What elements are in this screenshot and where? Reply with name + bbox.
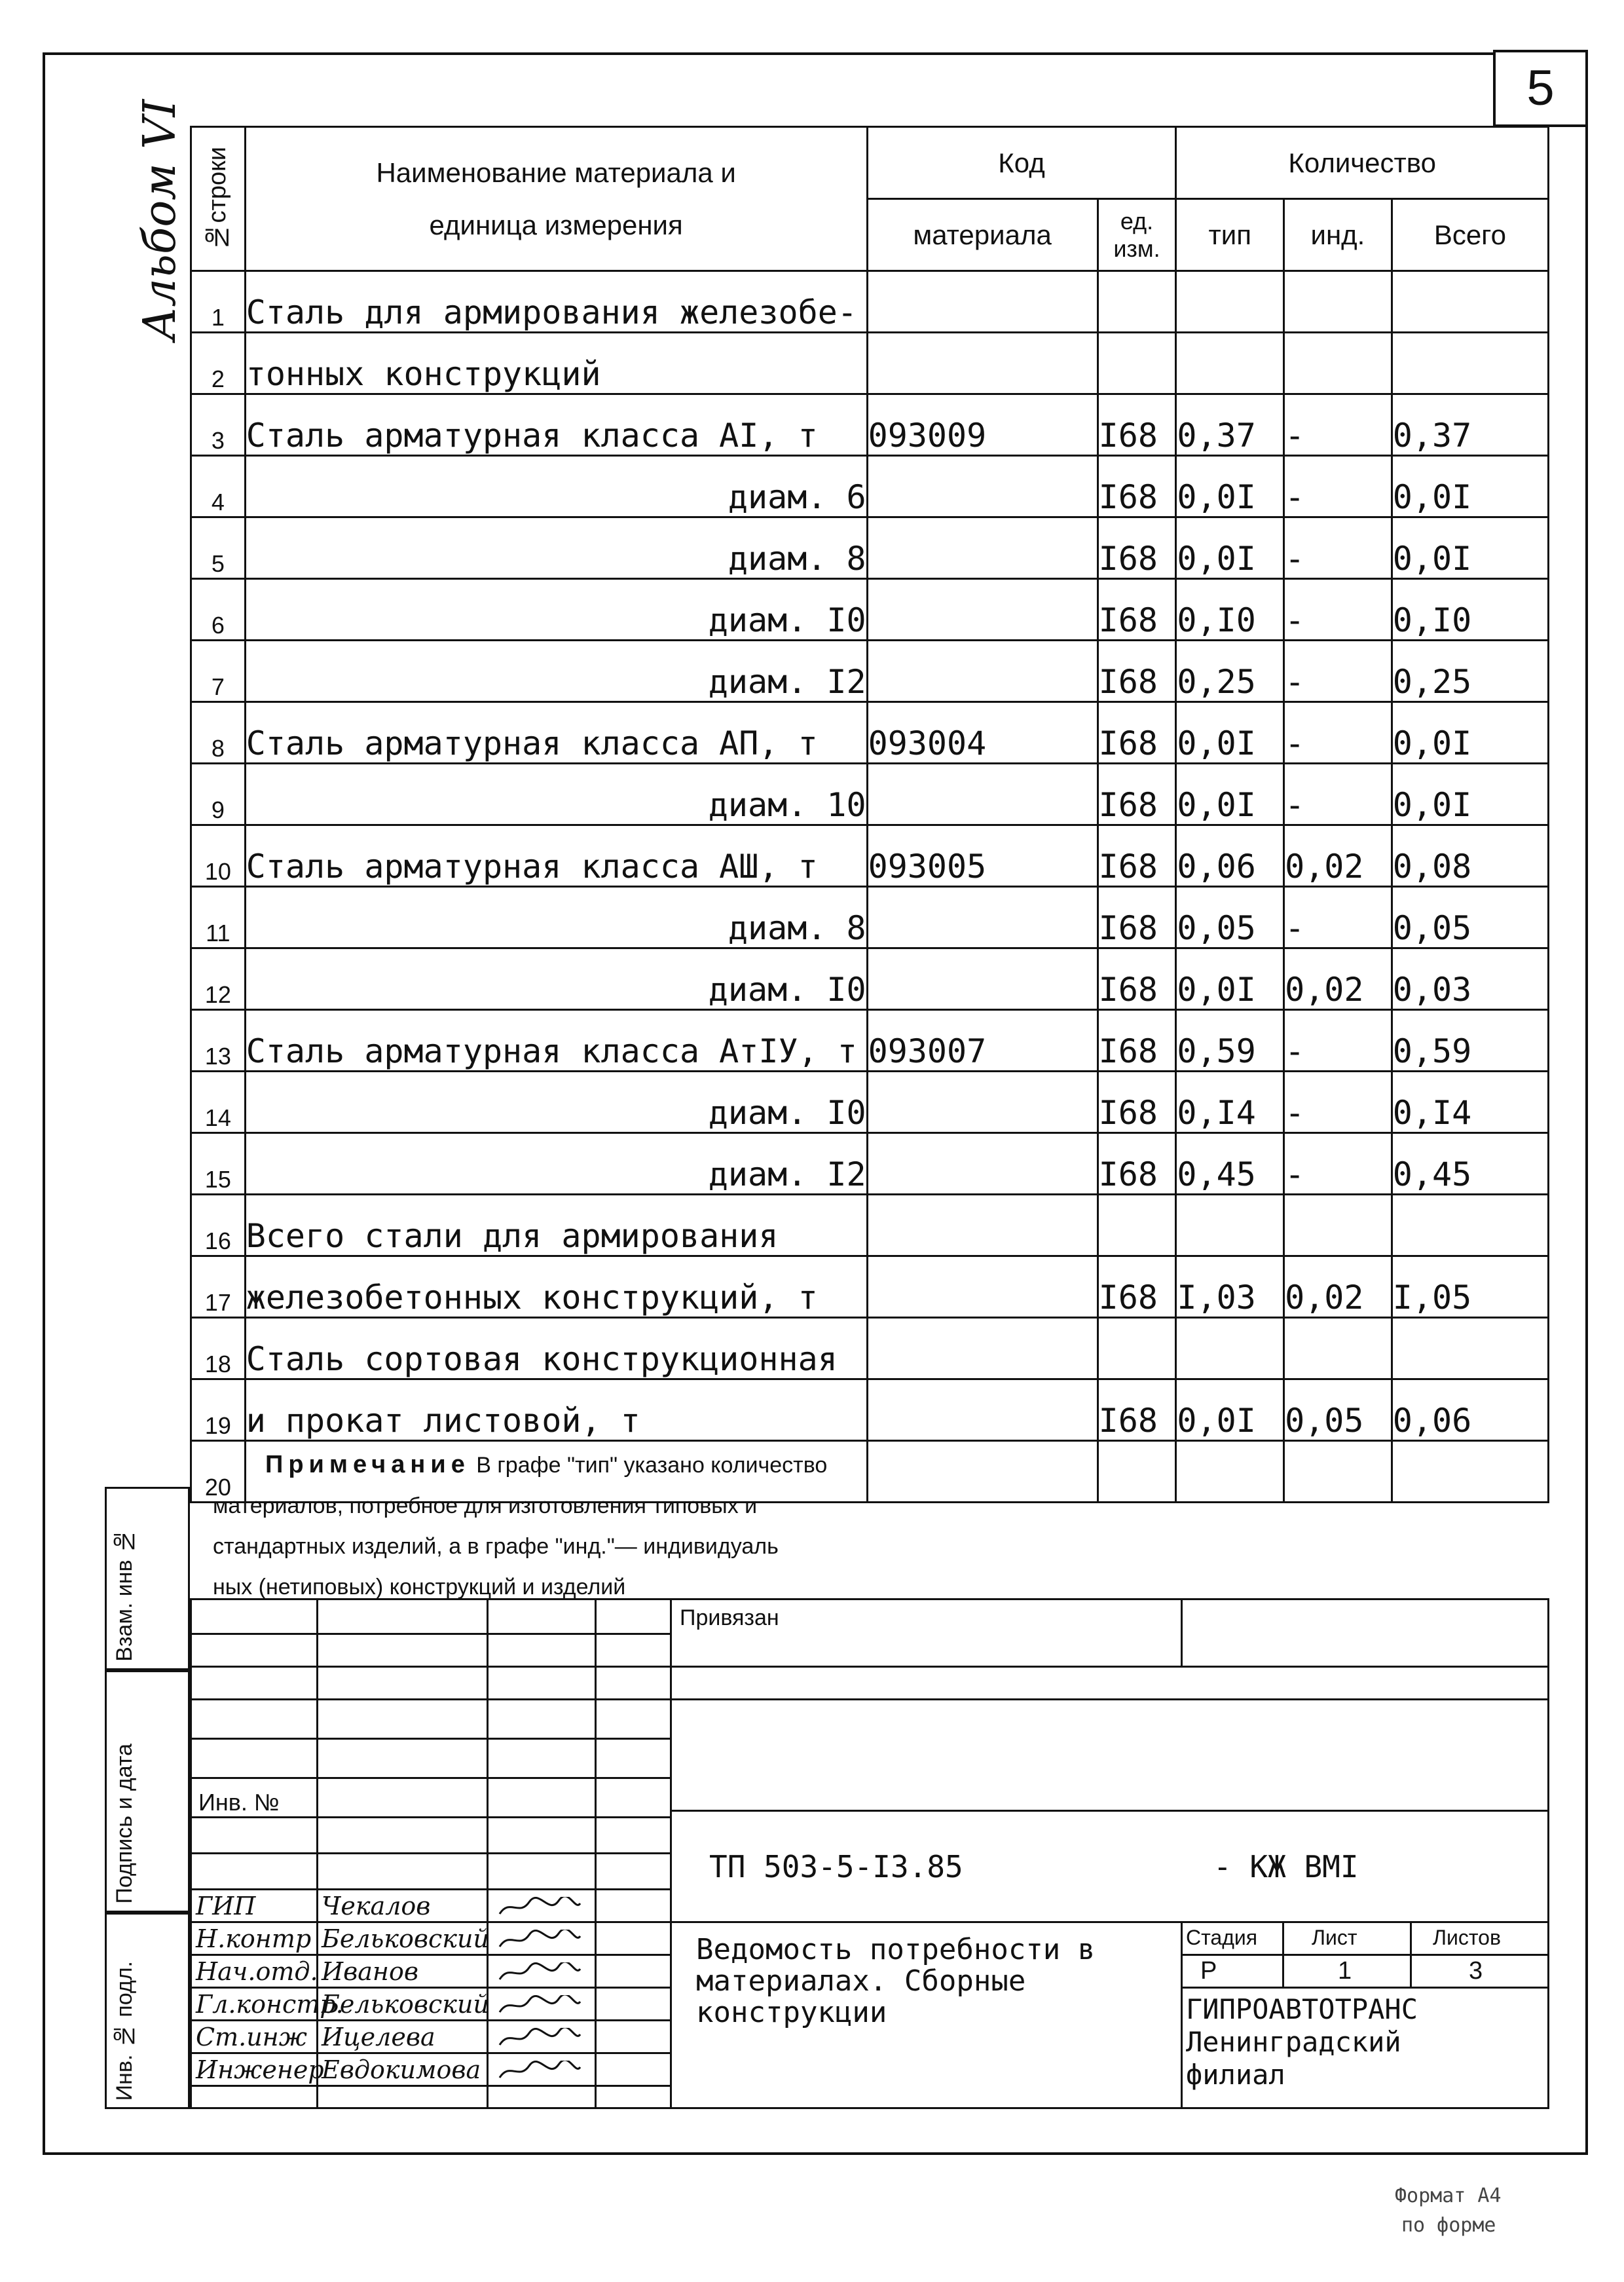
table-row <box>191 641 1549 702</box>
signature-mark <box>496 1897 581 1918</box>
row-number: 4 <box>191 456 246 517</box>
row-name: Сталь арматурная класса АШ, т <box>245 825 867 887</box>
row-unit: I68 <box>1098 1133 1176 1195</box>
title-block <box>190 1598 1549 2109</box>
row-unit: I68 <box>1098 702 1176 764</box>
row-code <box>867 1379 1098 1441</box>
row-number: 12 <box>191 948 246 1010</box>
row-unit <box>1098 1441 1176 1503</box>
table-body <box>191 271 1549 1503</box>
row-number: 17 <box>191 1256 246 1318</box>
row-number: 6 <box>191 579 246 641</box>
row-code: 093004 <box>867 702 1098 764</box>
row-total: 0,05 <box>1392 887 1548 948</box>
tb-hline-r1 <box>670 1666 1547 1668</box>
row-type: 0,0I <box>1176 456 1284 517</box>
row-number: 16 <box>191 1195 246 1256</box>
row-ind: 0,05 <box>1284 1379 1392 1441</box>
sheet-label: Лист <box>1312 1926 1357 1949</box>
row-type: 0,I4 <box>1176 1072 1284 1133</box>
table-row <box>191 271 1549 333</box>
signer-name: Евдокимова <box>322 2055 481 2084</box>
row-ind: 0,02 <box>1284 825 1392 887</box>
row-name: диам. I2 <box>245 1133 867 1195</box>
row-number: 14 <box>191 1072 246 1133</box>
row-unit: I68 <box>1098 764 1176 825</box>
row-code <box>867 1256 1098 1318</box>
row-unit: I68 <box>1098 1379 1176 1441</box>
table-row <box>191 1379 1549 1441</box>
row-ind: - <box>1284 456 1392 517</box>
side-inv-podl <box>105 1913 190 2109</box>
row-name: Сталь арматурная класса AI, т <box>245 394 867 456</box>
tb-hline <box>192 2052 670 2054</box>
note-label: Примечание <box>265 1451 470 1478</box>
row-total: 0,0I <box>1392 517 1548 579</box>
signer-role: ГИП <box>196 1892 256 1920</box>
privyazan-label: Привязан <box>680 1605 779 1630</box>
row-code <box>867 579 1098 641</box>
table-row <box>191 333 1549 394</box>
row-code <box>867 764 1098 825</box>
signer-role: Гл.констр. <box>196 1990 344 2019</box>
row-name: и прокат листовой, т <box>245 1379 867 1441</box>
tb-hline <box>192 1698 670 1700</box>
row-unit <box>1098 271 1176 333</box>
note-line4: ных (нетиповых) конструкций и изделий <box>213 1575 626 1599</box>
organization <box>1186 1993 1418 2091</box>
sheets-label: Листов <box>1433 1926 1501 1949</box>
table-row <box>191 1256 1549 1318</box>
tb-hline-r4 <box>670 1921 1547 1923</box>
row-ind <box>1284 1441 1392 1503</box>
row-ind: - <box>1284 1010 1392 1072</box>
row-total: 0,I4 <box>1392 1072 1548 1133</box>
table-row <box>191 394 1549 456</box>
row-name: диам. I2 <box>245 641 867 702</box>
row-ind: 0,02 <box>1284 948 1392 1010</box>
row-code: 093005 <box>867 825 1098 887</box>
inv-no-label: Инв. № <box>198 1789 280 1816</box>
signer-role: Инженер <box>196 2055 324 2084</box>
table-row <box>191 702 1549 764</box>
row-number: 1 <box>191 271 246 333</box>
materials-table <box>190 126 1549 1503</box>
total-header: Всего <box>1392 199 1548 271</box>
row-code <box>867 333 1098 394</box>
sheets-value: 3 <box>1469 1957 1483 1985</box>
table-row <box>191 1318 1549 1379</box>
row-name: диам. I0 <box>245 1072 867 1133</box>
row-number: 8 <box>191 702 246 764</box>
doc-title-line2: материалах. Сборные <box>696 1964 1026 1998</box>
tb-hline <box>192 2085 670 2087</box>
row-total: 0,I0 <box>1392 579 1548 641</box>
side-podpis <box>105 1670 190 1913</box>
code-header: Код <box>867 127 1176 199</box>
row-name: Сталь для армирования железобе- <box>245 271 867 333</box>
row-code <box>867 1133 1098 1195</box>
row-name: Сталь сортовая конструкционная <box>245 1318 867 1379</box>
row-ind <box>1284 333 1392 394</box>
row-name: диам. 6 <box>245 456 867 517</box>
name-header: Наименование материала и единица измерения <box>245 127 867 271</box>
signer-name: Бельковский <box>322 1924 489 1953</box>
row-code <box>867 1318 1098 1379</box>
stage-value: Р <box>1200 1957 1217 1985</box>
signature-mark <box>496 2061 581 2082</box>
table-row <box>191 1072 1549 1133</box>
row-total: 0,06 <box>1392 1379 1548 1441</box>
row-total <box>1392 1441 1548 1503</box>
row-type <box>1176 1195 1284 1256</box>
row-code <box>867 887 1098 948</box>
row-unit: I68 <box>1098 1010 1176 1072</box>
table-row <box>191 579 1549 641</box>
row-total: 0,37 <box>1392 394 1548 456</box>
row-total: 0,59 <box>1392 1010 1548 1072</box>
row-type: 0,59 <box>1176 1010 1284 1072</box>
row-code <box>867 1195 1098 1256</box>
row-type <box>1176 271 1284 333</box>
doc-suffix: - КЖ BMI <box>1213 1849 1359 1884</box>
row-number: 19 <box>191 1379 246 1441</box>
row-number: 7 <box>191 641 246 702</box>
row-ind: - <box>1284 764 1392 825</box>
row-unit: I68 <box>1098 1256 1176 1318</box>
signature-mark <box>496 1930 581 1951</box>
row-type: 0,0I <box>1176 1379 1284 1441</box>
table-row <box>191 948 1549 1010</box>
note-line2: материалов, потребное для изготовления типовых и <box>213 1493 758 1518</box>
stage-label: Стадия <box>1186 1926 1258 1949</box>
row-total: 0,45 <box>1392 1133 1548 1195</box>
row-ind: - <box>1284 579 1392 641</box>
tb-hline <box>192 1738 670 1740</box>
org-line3: филиал <box>1186 2059 1285 2091</box>
org-line1: ГИПРОАВТОТРАНС <box>1186 1993 1418 2025</box>
row-unit: I68 <box>1098 825 1176 887</box>
row-name: диам. 10 <box>245 764 867 825</box>
side-podpis-label: Подпись и дата <box>112 1744 137 1904</box>
row-name: диам. 8 <box>245 887 867 948</box>
row-total: 0,08 <box>1392 825 1548 887</box>
row-type: 0,37 <box>1176 394 1284 456</box>
row-total: 0,0I <box>1392 456 1548 517</box>
tb-hline <box>192 1987 670 1989</box>
row-unit <box>1098 333 1176 394</box>
row-unit: I68 <box>1098 394 1176 456</box>
row-code <box>867 641 1098 702</box>
row-type <box>1176 1318 1284 1379</box>
doc-title-line1: Ведомость потребности в <box>696 1933 1096 1966</box>
row-unit: I68 <box>1098 641 1176 702</box>
row-total <box>1392 333 1548 394</box>
row-unit: I68 <box>1098 456 1176 517</box>
row-total: 0,0I <box>1392 702 1548 764</box>
row-type <box>1176 333 1284 394</box>
row-name: диам. I0 <box>245 579 867 641</box>
sheet-number: 5 <box>1493 50 1588 127</box>
signature-mark <box>496 2028 581 2049</box>
row-ind: - <box>1284 641 1392 702</box>
table-row <box>191 517 1549 579</box>
side-vzam <box>105 1487 190 1670</box>
tb-vline-4 <box>670 1600 672 2107</box>
row-number: 10 <box>191 825 246 887</box>
table-row <box>191 1195 1549 1256</box>
row-unit: I68 <box>1098 887 1176 948</box>
tb-hline <box>192 1633 670 1635</box>
table-row <box>191 1010 1549 1072</box>
row-type: 0,I0 <box>1176 579 1284 641</box>
tb-hline-r6 <box>1181 1987 1547 1989</box>
row-number: 20 <box>191 1441 246 1503</box>
row-ind: 0,02 <box>1284 1256 1392 1318</box>
row-number: 18 <box>191 1318 246 1379</box>
table-row <box>191 456 1549 517</box>
row-ind <box>1284 1195 1392 1256</box>
row-ind: - <box>1284 887 1392 948</box>
row-code <box>867 1072 1098 1133</box>
row-type: 0,05 <box>1176 887 1284 948</box>
row-number: 3 <box>191 394 246 456</box>
row-code: 093009 <box>867 394 1098 456</box>
signature-mark <box>496 1962 581 1983</box>
signer-name: Иванов <box>322 1957 418 1986</box>
table-row <box>191 1133 1549 1195</box>
row-code <box>867 456 1098 517</box>
row-code <box>867 948 1098 1010</box>
ind-header: инд. <box>1284 199 1392 271</box>
row-unit: I68 <box>1098 1072 1176 1133</box>
row-number: 11 <box>191 887 246 948</box>
note-line3: стандартных изделий, а в графе "инд."— индивидуаль <box>213 1534 779 1559</box>
tb-hline <box>192 1954 670 1956</box>
row-ind <box>1284 1318 1392 1379</box>
album-text: Альбом VI <box>134 99 186 341</box>
row-number: 13 <box>191 1010 246 1072</box>
row-no-header <box>191 127 246 271</box>
row-no-header-text: №строки <box>204 147 232 251</box>
row-total: 0,03 <box>1392 948 1548 1010</box>
row-total: 0,25 <box>1392 641 1548 702</box>
signer-name: Чекалов <box>322 1892 431 1920</box>
row-type: 0,0I <box>1176 702 1284 764</box>
row-name: Сталь арматурная класса АтIУ, т <box>245 1010 867 1072</box>
row-unit: I68 <box>1098 579 1176 641</box>
tb-hline <box>192 1777 670 1779</box>
row-number: 2 <box>191 333 246 394</box>
table-row <box>191 764 1549 825</box>
row-total: I,05 <box>1392 1256 1548 1318</box>
footer-form: по форме <box>1401 2214 1496 2237</box>
row-type: 0,25 <box>1176 641 1284 702</box>
row-code <box>867 271 1098 333</box>
row-code <box>867 517 1098 579</box>
type-header: тип <box>1176 199 1284 271</box>
org-line2: Ленинградский <box>1186 2026 1401 2058</box>
row-type <box>1176 1441 1284 1503</box>
row-unit: I68 <box>1098 517 1176 579</box>
row-type: I,03 <box>1176 1256 1284 1318</box>
row-ind: - <box>1284 517 1392 579</box>
row-type: 0,0I <box>1176 764 1284 825</box>
row-number: 9 <box>191 764 246 825</box>
row-type: 0,0I <box>1176 517 1284 579</box>
tb-hline <box>192 1888 670 1890</box>
row-name: железобетонных конструкций, т <box>245 1256 867 1318</box>
tb-vline-6 <box>1181 1921 1183 2107</box>
doc-title <box>696 1934 1095 2029</box>
tb-vline-5 <box>1181 1600 1183 1666</box>
signer-name: Ицелева <box>322 2023 435 2051</box>
row-ind: - <box>1284 394 1392 456</box>
row-total <box>1392 1195 1548 1256</box>
tb-hline <box>192 1666 670 1668</box>
row-name: диам. I0 <box>245 948 867 1010</box>
row-code: 093007 <box>867 1010 1098 1072</box>
row-name: тонных конструкций <box>245 333 867 394</box>
row-ind: - <box>1284 702 1392 764</box>
signer-name: Бельковский <box>322 1990 489 2019</box>
row-type: 0,06 <box>1176 825 1284 887</box>
signer-role: Нач.отд. <box>196 1957 318 1986</box>
table-row <box>191 887 1549 948</box>
row-total <box>1392 271 1548 333</box>
row-number: 15 <box>191 1133 246 1195</box>
row-name: диам. 8 <box>245 517 867 579</box>
row-type: 0,45 <box>1176 1133 1284 1195</box>
unit-header: ед. изм. <box>1098 199 1176 271</box>
material-header: материала <box>867 199 1098 271</box>
quantity-header: Количество <box>1176 127 1549 199</box>
doc-title-line3: конструкции <box>696 1996 887 2029</box>
tb-hline <box>192 2019 670 2021</box>
side-vzam-label: Взам. инв № <box>112 1529 137 1662</box>
note <box>213 1444 999 1607</box>
footer-format: Формат А4 <box>1395 2184 1502 2207</box>
tb-hline-r2 <box>670 1698 1547 1700</box>
tb-vline-7 <box>1282 1921 1284 1987</box>
signer-role: Ст.инж <box>196 2023 307 2051</box>
doc-code: ТП 503-5-I3.85 <box>709 1849 963 1884</box>
tb-hline-r3 <box>670 1810 1547 1812</box>
signature-mark <box>496 1995 581 2016</box>
tb-hline-r5 <box>1181 1954 1547 1956</box>
tb-hline <box>192 1852 670 1854</box>
note-line1: В графе "тип" указано количество <box>476 1453 828 1478</box>
tb-hline <box>192 1921 670 1923</box>
row-unit <box>1098 1195 1176 1256</box>
row-name: Всего стали для армирования <box>245 1195 867 1256</box>
row-ind <box>1284 271 1392 333</box>
row-type: 0,0I <box>1176 948 1284 1010</box>
table-row <box>191 825 1549 887</box>
row-number: 5 <box>191 517 246 579</box>
row-unit: I68 <box>1098 948 1176 1010</box>
row-total: 0,0I <box>1392 764 1548 825</box>
signer-role: Н.контр <box>196 1924 312 1953</box>
sheet-value: 1 <box>1338 1957 1352 1985</box>
row-ind: - <box>1284 1072 1392 1133</box>
row-name: Сталь арматурная класса АП, т <box>245 702 867 764</box>
tb-hline <box>192 1816 670 1818</box>
row-unit <box>1098 1318 1176 1379</box>
row-ind: - <box>1284 1133 1392 1195</box>
tb-vline-8 <box>1410 1921 1412 1987</box>
side-inv-podl-label: Инв. № подл. <box>112 1960 137 2101</box>
row-total <box>1392 1318 1548 1379</box>
